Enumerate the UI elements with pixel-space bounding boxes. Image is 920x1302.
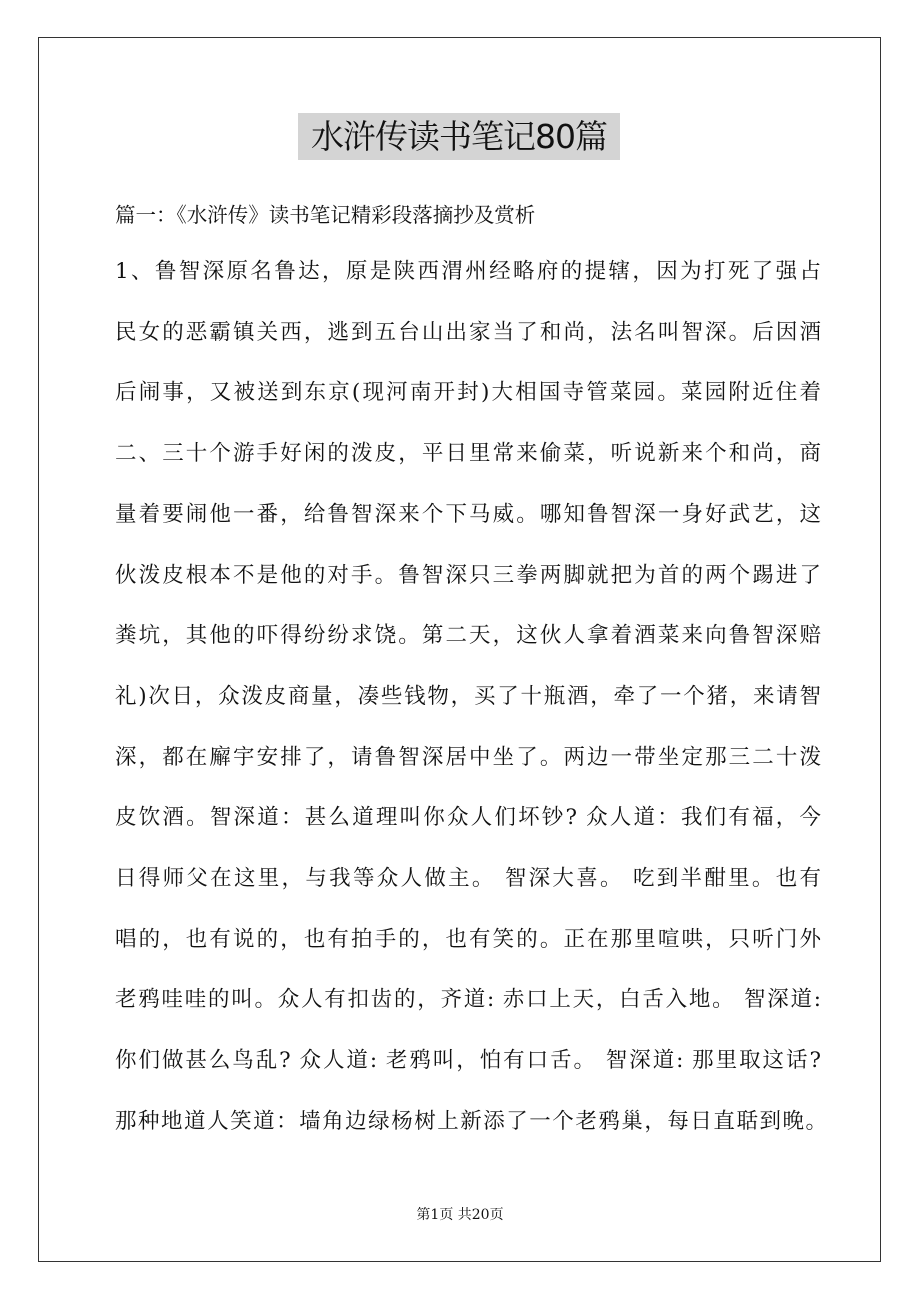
body-line: 伙泼皮根本不是他的对手。鲁智深只三拳两脚就把为首的两个踢进了	[115, 562, 821, 588]
body-line: 那种地道人笑道：墙角边绿杨树上新添了一个老鸦巢，每日直聒到晚。	[115, 1108, 827, 1134]
body-line: 你们做甚么鸟乱? 众人道: 老鸦叫，怕有口舌。 智深道: 那里取这话?	[115, 1048, 821, 1074]
body-line: 粪坑，其他的吓得纷纷求饶。第二天，这伙人拿着酒菜来向鲁智深赔	[115, 623, 821, 649]
page-footer: 第1页 共20页	[416, 1207, 504, 1223]
document-title: 水浒传读书笔记80篇	[298, 113, 620, 160]
body-line: 二、三十个游手好闲的泼皮，平日里常来偷菜，听说新来个和尚，商	[115, 441, 821, 467]
body-line: 1、鲁智深原名鲁达，原是陕西渭州经略府的提辖，因为打死了强占	[115, 259, 821, 284]
body-line: 老鸦哇哇的叫。众人有扣齿的，齐道: 赤口上天，白舌入地。 智深道:	[115, 987, 821, 1013]
body-line: 礼)次日，众泼皮商量，凑些钱物，买了十瓶酒，牵了一个猪，来请智	[115, 683, 821, 709]
body-line: 民女的恶霸镇关西，逃到五台山出家当了和尚，法名叫智深。后因酒	[115, 319, 821, 345]
body-line: 日得师父在这里，与我等众人做主。 智深大喜。 吃到半酣里。也有	[115, 866, 821, 891]
body-line: 唱的，也有说的，也有拍手的，也有笑的。正在那里喧哄，只听门外	[115, 926, 821, 952]
body-line: 深，都在廨宇安排了，请鲁智深居中坐了。两边一带坐定那三二十泼	[115, 744, 821, 770]
body-line: 量着要闹他一番，给鲁智深来个下马威。哪知鲁智深一身好武艺，这	[115, 501, 821, 527]
body-line: 皮饮酒。智深道：甚么道理叫你众人们坏钞? 众人道：我们有福，今	[115, 805, 821, 831]
section-heading: 篇一：《水浒传》读书笔记精彩段落摘抄及赏析	[115, 203, 536, 227]
body-line: 后闹事，又被送到东京(现河南开封)大相国寺管菜园。菜园附近住着	[115, 380, 821, 406]
